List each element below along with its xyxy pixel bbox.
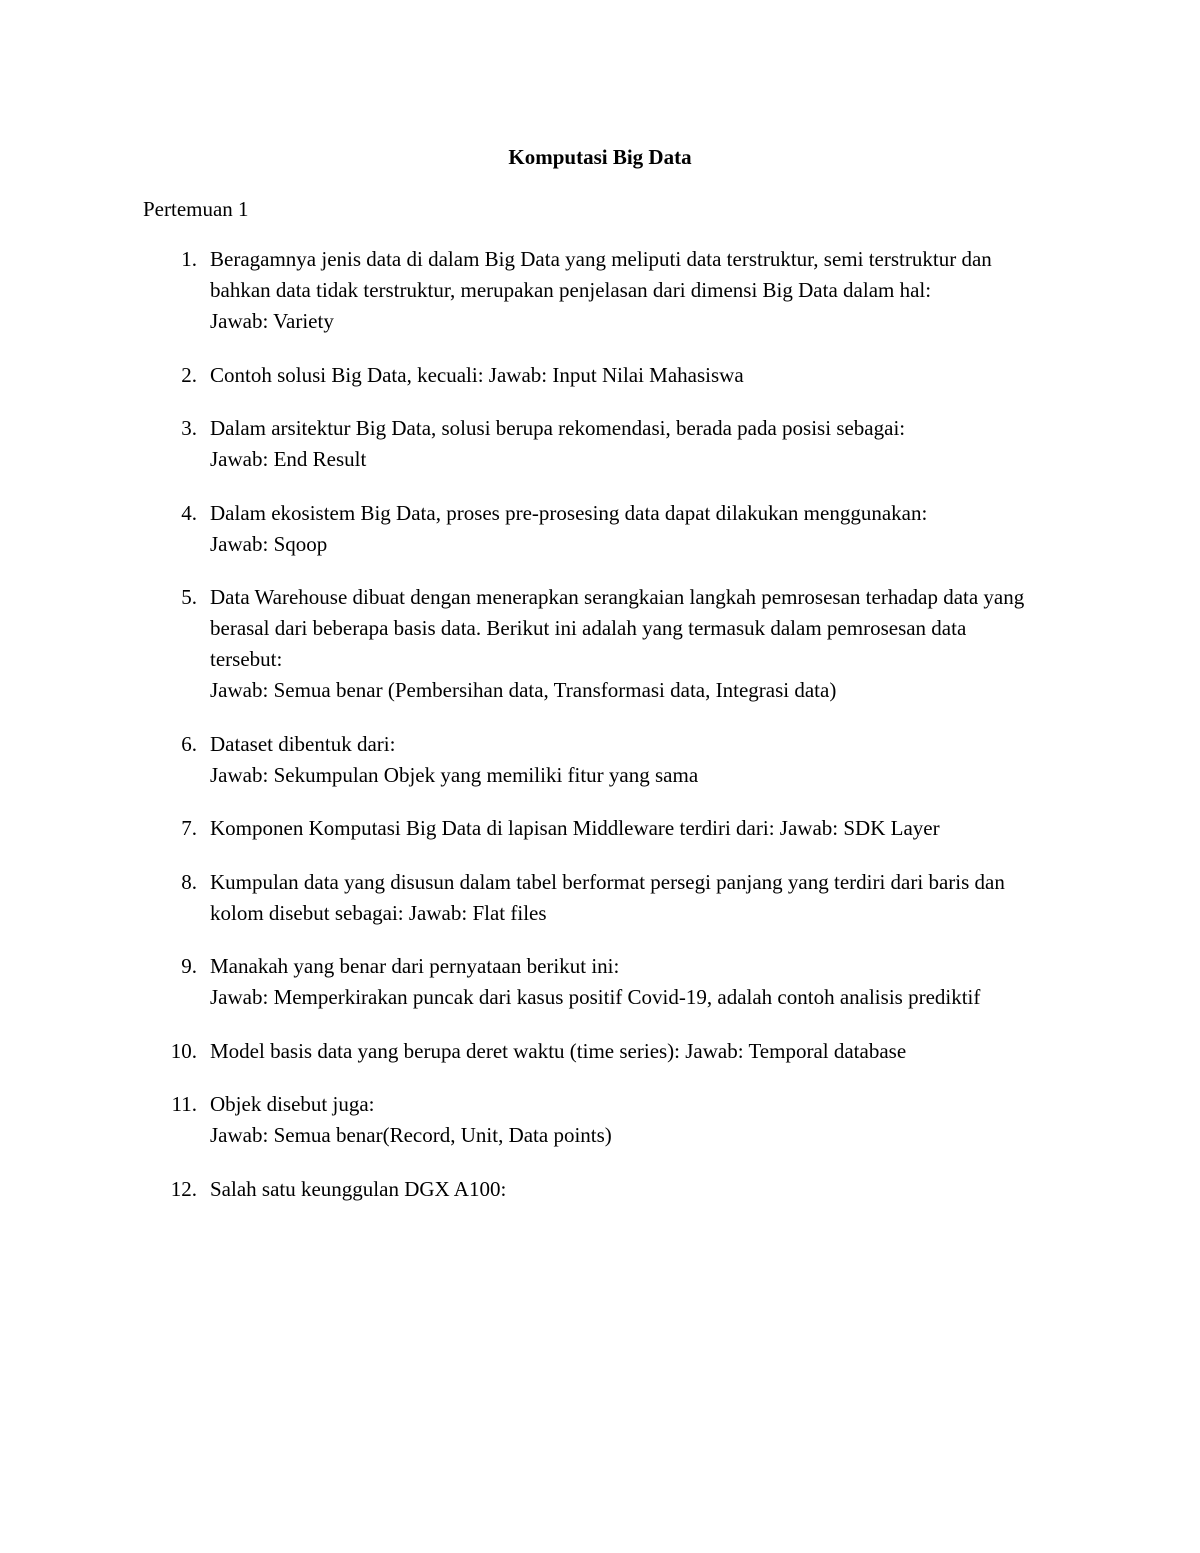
question-text: Komponen Komputasi Big Data di lapisan Middleware terdiri dari: Jawab: SDK Layer (210, 816, 940, 840)
question-number: 2. (181, 362, 197, 387)
question-answer: Jawab: Variety (210, 309, 334, 333)
question-answer: Jawab: End Result (210, 447, 367, 471)
question-item (0, 1089, 1200, 1151)
question-number: 5. (181, 585, 197, 609)
question-number: 3. (181, 416, 197, 440)
question-text: Kumpulan data yang disusun dalam tabel berformat persegi panjang yang terdiri dari baris dan kolom disebut sebagai: Jawab: Flat files (210, 869, 1005, 925)
question-number: 9. (181, 954, 197, 978)
question-number: 10. (170, 1038, 197, 1063)
question-number: 7. (181, 816, 197, 840)
question-number: 1. (181, 247, 197, 271)
question-answer: Jawab: Sqoop (210, 531, 328, 556)
question-text: Salah satu keunggulan DGX A100: (210, 1176, 507, 1201)
question-item (0, 582, 1200, 706)
question-text: Beragamnya jenis data di dalam Big Data yang meliputi data terstruktur, semi terstruktur dan bahkan data tidak terstruktur, merupakan penjelasan dari dimensi Big Data dalam hal: (210, 247, 992, 302)
question-answer: Jawab: Semua benar(Record, Unit, Data points) (210, 1123, 612, 1147)
question-text: Data Warehouse dibuat dengan menerapkan serangkaian langkah pemrosesan terhadap data yang berasal dari beberapa basis data. Berikut ini adalah yang termasuk dalam pemrosesan data tersebut: (210, 585, 1025, 671)
question-item (0, 867, 1200, 929)
question-number: 12. (170, 1176, 197, 1201)
question-item (0, 360, 1200, 391)
document-title: Komputasi Big Data (508, 145, 692, 169)
question-text: Manakah yang benar dari pernyataan berikut ini: (210, 954, 620, 978)
section-label: Pertemuan 1 (143, 197, 249, 221)
question-number: 4. (181, 500, 197, 525)
question-text: Contoh solusi Big Data, kecuali: Jawab: Input Nilai Mahasiswa (210, 362, 744, 387)
question-text: Dalam ekosistem Big Data, proses pre-prosesing data dapat dilakukan menggunakan: (210, 500, 928, 525)
question-item (0, 1174, 1200, 1205)
question-item (0, 413, 1200, 475)
question-number: 8. (181, 869, 197, 894)
question-item (0, 498, 1200, 560)
question-item (0, 1036, 1200, 1067)
question-list (0, 244, 1200, 1227)
question-number: 11. (171, 1092, 197, 1116)
question-text: Objek disebut juga: (210, 1092, 375, 1116)
question-item (0, 244, 1200, 337)
question-text: Dalam arsitektur Big Data, solusi berupa rekomendasi, berada pada posisi sebagai: (210, 416, 906, 440)
question-item (0, 951, 1200, 1013)
question-text: Dataset dibentuk dari: (210, 731, 396, 756)
question-answer: Jawab: Semua benar (Pembersihan data, Transformasi data, Integrasi data) (210, 678, 837, 702)
question-item (0, 813, 1200, 844)
question-answer: Jawab: Memperkirakan puncak dari kasus positif Covid-19, adalah contoh analisis prediktif (210, 985, 981, 1009)
question-number: 6. (181, 731, 197, 756)
question-text: Model basis data yang berupa deret waktu (time series): Jawab: Temporal database (210, 1038, 907, 1063)
question-item (0, 729, 1200, 791)
question-answer: Jawab: Sekumpulan Objek yang memiliki fitur yang sama (210, 762, 699, 787)
